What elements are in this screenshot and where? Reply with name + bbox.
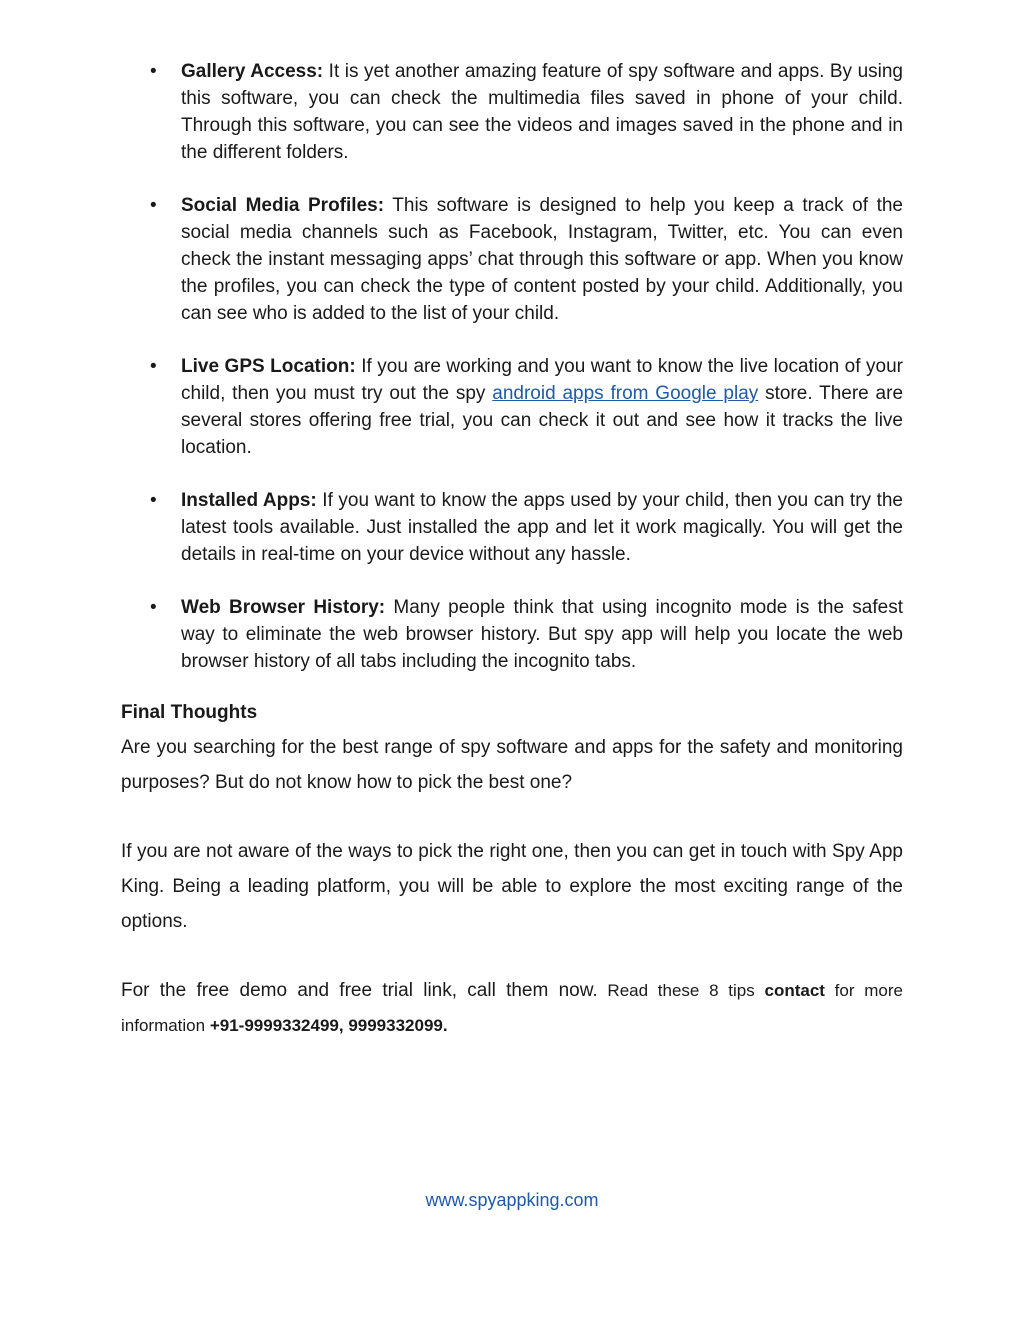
more-info-text: for more information [121,981,903,1035]
bullet-icon: • [150,195,157,216]
list-item-installed-apps [121,487,903,568]
feature-text-before-link: If you are working and you want to know the live location of your child, then you must try out the spy [181,356,903,404]
footer-website-link[interactable]: www.spyappking.com [425,1190,599,1210]
feature-title: Social Media Profiles: [181,195,385,216]
bullet-icon: • [150,356,157,377]
phone-numbers: +91-9999332499, 9999332099. [209,1016,448,1035]
feature-text-after-link: store. There are several stores offering free trial, you can check it out and see how it tracks the live location. [181,383,904,458]
google-play-link[interactable]: android apps from Google play [492,383,759,404]
feature-title: Gallery Access: [181,61,324,82]
feature-title: Live GPS Location: [181,356,356,377]
bullet-icon: • [150,597,157,618]
final-thoughts-heading: Final Thoughts [121,702,258,723]
final-paragraph-1: Are you searching for the best range of spy software and apps for the safety and monitoring purposes? But do not know how to pick the best one? [121,737,903,793]
tips-text: Read these 8 tips [597,981,765,1000]
feature-text: This software is designed to help you keep a track of the social media channels such as Facebook, Instagram, Twitter, etc. You can even check the instant messaging apps’ chat through this software or app. When you know the profiles, you can check the type of content posted by your child. Additionally, you can see who is added to the list of your child. [181,195,903,324]
list-item-live-gps-location [121,353,903,461]
feature-text: It is yet another amazing feature of spy software and apps. By using this software, you can check the multimedia files saved in phone of your child. Through this software, you can see the videos and images saved in the phone and in the different folders. [181,61,903,163]
list-item-social-media-profiles [121,192,903,327]
list-item-web-browser-history [121,594,903,675]
bullet-icon: • [150,490,157,511]
feature-title: Installed Apps: [181,490,317,511]
feature-text: If you want to know the apps used by your child, then you can try the latest tools available. Just installed the app and let it work magically. You will get the details in real-time on your device without any hassle. [181,490,903,565]
feature-title: Web Browser History: [181,597,386,618]
contact-text: contact [764,981,825,1000]
footer [0,1190,1024,1211]
list-item-gallery-access [121,58,903,166]
final-paragraph-3 [121,973,903,1043]
feature-list [121,58,903,675]
feature-text: Many people think that using incognito mode is the safest way to eliminate the web browser history. But spy app will help you locate the web browser history of all tabs including the incognito tabs. [181,597,903,672]
call-text: For the free demo and free trial link, call them now. [121,980,598,1001]
final-paragraph-2: If you are not aware of the ways to pick the right one, then you can get in touch with Spy App King. Being a leading platform, you will be able to explore the most exciting range of the options. [121,841,903,932]
bullet-icon: • [150,61,157,82]
